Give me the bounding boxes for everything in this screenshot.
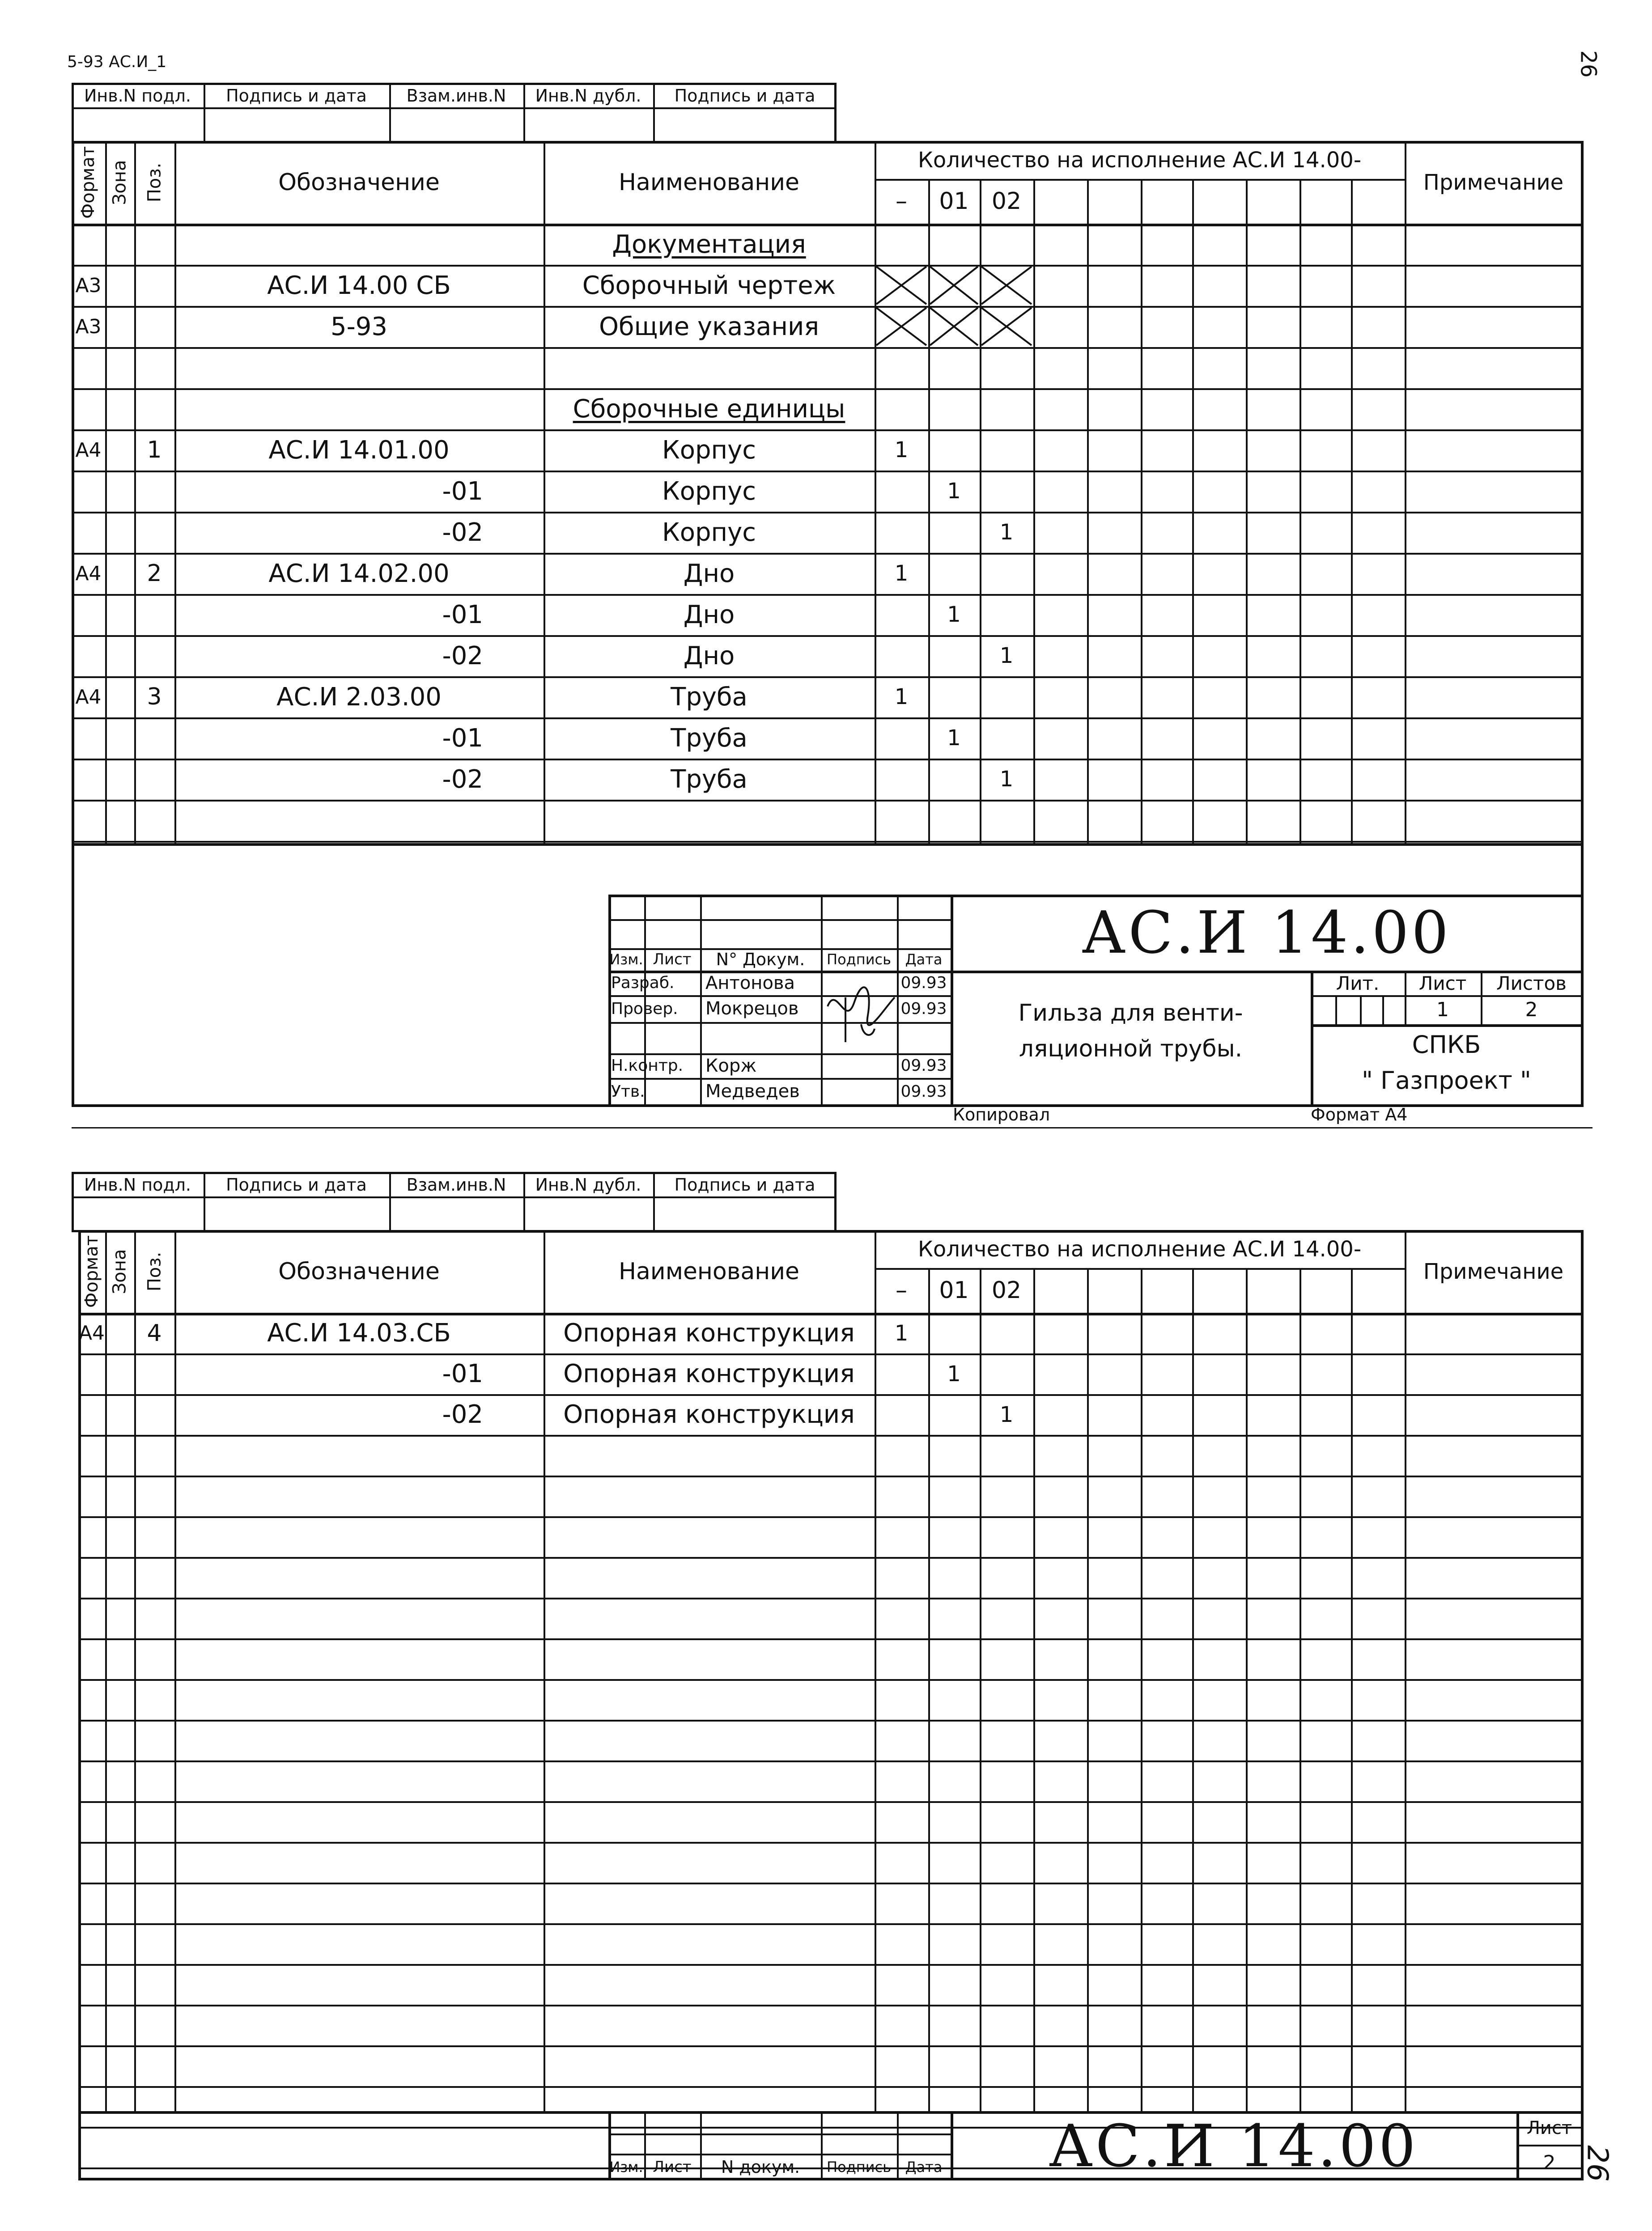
tb-hdr-sign: Подпись (827, 951, 891, 968)
col-variant-base: – (896, 1277, 907, 1304)
row-qty: 1 (947, 479, 961, 504)
row-qty (980, 676, 1033, 717)
row-qty (875, 594, 928, 635)
col-line (1246, 179, 1248, 843)
col-line (105, 141, 107, 843)
tb-date: 09.93 (900, 974, 947, 992)
row-pos (134, 512, 174, 553)
cross-cell (980, 306, 1033, 347)
tb-person: Корж (705, 1055, 757, 1076)
row-line (78, 1557, 1582, 1559)
stamp2-inv-podl: Инв.N подл. (84, 1175, 191, 1195)
col-line (1405, 141, 1406, 843)
col-qty-label: Количество на исполнение АС.И 14.00- (917, 1236, 1362, 1262)
row-designation: -01 (442, 476, 483, 506)
tb-hdr-izm: Изм. (609, 951, 643, 968)
row-pos (134, 265, 174, 306)
col-format-label: Формат (78, 146, 99, 219)
col-variant-01: 01 (939, 1277, 969, 1304)
stamp2-sign-date: Подпись и дата (226, 1175, 367, 1195)
row-line (78, 1435, 1582, 1437)
tb2-sheet-label: Лист (1526, 2117, 1572, 2138)
row-line (78, 1679, 1582, 1681)
row-line (78, 2005, 1582, 2006)
tb-role: Утв. (611, 1082, 645, 1101)
row-qty: 1 (999, 1402, 1014, 1427)
row-format: А4 (75, 438, 102, 462)
row-qty (980, 347, 1033, 388)
row-qty (928, 553, 980, 594)
tb-person: Медведев (705, 1081, 800, 1102)
tb-date: 09.93 (900, 1056, 947, 1075)
col-variant-02: 02 (991, 188, 1022, 215)
row-qty (928, 388, 980, 429)
row-pos (134, 759, 174, 800)
tb-hdr-list: Лист (653, 950, 692, 968)
row-qty (875, 1353, 928, 1394)
row-name: Опорная конструкция (563, 1400, 855, 1429)
stamp-vzam-inv: Взам.инв.N (406, 86, 506, 106)
row-format: А4 (75, 685, 102, 708)
row-format (72, 759, 105, 800)
col-line (1351, 179, 1353, 843)
tb-org-line2: " Газпроект " (1362, 1066, 1531, 1094)
row-name: Дно (683, 641, 735, 670)
col-name-label: Наименование (618, 1258, 800, 1285)
row-format (72, 347, 105, 388)
row-pos (134, 717, 174, 759)
row-qty (928, 224, 980, 265)
tb-person: Мокрецов (705, 998, 799, 1019)
tb-org-line1: СПКБ (1412, 1030, 1481, 1059)
col-variant-01: 01 (939, 188, 969, 215)
col-head-format (72, 141, 105, 224)
tb-role (608, 1022, 703, 1053)
row-format (72, 635, 105, 676)
tb2-row (608, 2133, 951, 2135)
row-qty (928, 759, 980, 800)
row-pos (134, 388, 174, 429)
doc-corner-code: 5-93 АС.И_1 (67, 53, 167, 71)
tb2-doc-code: АС.И 14.00 (1049, 2112, 1418, 2180)
format-note: Формат А4 (1311, 1105, 1408, 1124)
row-name: Общие указания (599, 312, 820, 341)
tb-sheets-label: Листов (1496, 972, 1567, 994)
row-format (72, 800, 105, 841)
row-qty (875, 471, 928, 512)
stamp2-inv-dubl: Инв.N дубл. (535, 1175, 641, 1195)
row-line (78, 1923, 1582, 1925)
row-format: А4 (78, 1322, 105, 1345)
row-designation: -02 (442, 764, 483, 794)
row-designation: АС.И 14.02.00 (268, 559, 450, 588)
col-head-zone (105, 1230, 134, 1313)
stamp-sign-date: Подпись и дата (226, 86, 367, 106)
row-line (78, 1516, 1582, 1518)
row-name: Опорная конструкция (563, 1319, 855, 1348)
row-qty (980, 717, 1033, 759)
row-qty (875, 224, 928, 265)
row-format (78, 1394, 105, 1435)
row-designation: -01 (442, 1359, 483, 1388)
col-pos-label: Поз. (144, 162, 165, 202)
row-qty (875, 512, 928, 553)
col-note-label: Примечание (1423, 170, 1564, 195)
row-qty (980, 594, 1033, 635)
stamp-sign-date-2: Подпись и дата (674, 86, 815, 106)
row-pos (134, 635, 174, 676)
row-name: Дно (683, 600, 735, 629)
row-qty (980, 800, 1033, 841)
row-qty: 1 (894, 684, 909, 709)
tb-hdr-ndoc: N° Докум. (716, 950, 805, 969)
tb-row (608, 919, 951, 921)
col-designation-label: Обозначение (278, 169, 440, 196)
row-name: Труба (671, 764, 747, 794)
row-line (78, 1598, 1582, 1599)
row-designation: -02 (442, 641, 483, 670)
row-name: Труба (671, 723, 747, 753)
stamp-inv-podl: Инв.N подл. (84, 86, 191, 106)
row-name: Корпус (662, 517, 756, 547)
row-line (78, 1883, 1582, 1884)
col-head-pos (134, 1230, 174, 1313)
row-line (78, 2086, 1582, 2088)
cross-cell (875, 265, 928, 306)
row-qty (928, 347, 980, 388)
tb-title-line2: ляционной трубы. (1019, 1035, 1243, 1062)
row-name: Сборочный чертеж (582, 271, 836, 300)
row-format (78, 1353, 105, 1394)
row-pos (134, 306, 174, 347)
tb-doc-code: АС.И 14.00 (1081, 899, 1452, 967)
row-format (72, 717, 105, 759)
row-name: Дно (683, 559, 735, 588)
row-designation: -01 (442, 600, 483, 629)
row-format: А3 (75, 315, 102, 338)
row-designation: -02 (442, 1400, 483, 1429)
col-line (1405, 1230, 1406, 2111)
row-qty (980, 1353, 1033, 1394)
row-designation: АС.И 2.03.00 (276, 682, 442, 712)
col-pos-label: Поз. (144, 1251, 165, 1291)
row-pos (134, 594, 174, 635)
tb2-hdr-sign: Подпись (827, 2159, 891, 2176)
row-qty (928, 1313, 980, 1353)
row-qty (980, 471, 1033, 512)
x-mark-icon (875, 306, 928, 347)
stamp2-vzam-inv: Взам.инв.N (406, 1175, 506, 1195)
col-qty-label: Количество на исполнение АС.И 14.00- (917, 147, 1362, 173)
col-head-pos (134, 141, 174, 224)
col-line (1141, 179, 1142, 843)
stamp-inv-dubl: Инв.N дубл. (535, 86, 641, 106)
tb-sheet-label: Лист (1418, 972, 1467, 994)
row-qty (875, 717, 928, 759)
row-line (78, 1760, 1582, 1762)
cross-cell (928, 306, 980, 347)
row-qty: 1 (894, 1320, 909, 1346)
row-qty: 1 (999, 643, 1014, 668)
row-qty (928, 1394, 980, 1435)
row-qty: 1 (947, 725, 961, 751)
row-qty (980, 1313, 1033, 1353)
row-format: А3 (75, 274, 102, 297)
x-mark-icon (928, 306, 980, 347)
stamp2-sign-date-2: Подпись и дата (674, 1175, 815, 1195)
tb-role: Н.контр. (611, 1056, 684, 1075)
row-qty: 1 (947, 1361, 961, 1387)
row-pos (134, 1353, 174, 1394)
row-qty (875, 388, 928, 429)
row-qty (928, 676, 980, 717)
row-designation (174, 388, 544, 429)
row-pos: 2 (147, 560, 162, 587)
col-head-format (78, 1230, 105, 1313)
tb2-hdr-izm: Изм. (609, 2159, 643, 2176)
row-name (544, 800, 875, 841)
tb2-hdr-date: Дата (905, 2159, 943, 2176)
section-title: Сборочные единицы (573, 394, 845, 424)
tb-lit-col (1382, 995, 1384, 1024)
tb-role: Провер. (611, 999, 678, 1018)
row-pos: 4 (147, 1319, 162, 1347)
tb-role: Разраб. (611, 974, 675, 992)
row-pos (134, 347, 174, 388)
col-variant-02: 02 (991, 1277, 1022, 1304)
row-pos (134, 800, 174, 841)
row-qty: 1 (947, 602, 961, 627)
table-end-line (72, 843, 1584, 846)
row-format (72, 594, 105, 635)
copied-label: Копировал (953, 1105, 1050, 1124)
row-line (78, 1720, 1582, 1722)
col-head-zone (105, 141, 134, 224)
tb-lit-col (1360, 995, 1362, 1024)
corner-mark-top: 26 (1576, 50, 1601, 78)
col-zone-label: Зона (109, 160, 130, 205)
tb2-sheet-value: 2 (1543, 2151, 1556, 2174)
row-qty (980, 429, 1033, 471)
col-note-label: Примечание (1423, 1259, 1564, 1284)
row-format: А4 (75, 562, 102, 585)
row-name: Корпус (662, 476, 756, 506)
row-designation (174, 224, 544, 265)
x-mark-icon (875, 265, 928, 306)
row-name: Опорная конструкция (563, 1359, 855, 1388)
tb-lit-label: Лит. (1336, 972, 1380, 994)
x-mark-icon (928, 265, 980, 306)
row-qty (875, 635, 928, 676)
row-pos: 1 (147, 437, 162, 463)
row-format (72, 512, 105, 553)
cross-cell (928, 265, 980, 306)
row-designation: -02 (442, 517, 483, 547)
row-qty (928, 429, 980, 471)
row-designation: 5-93 (330, 312, 388, 341)
row-line (78, 1964, 1582, 1966)
col-variant-base: – (896, 188, 907, 215)
row-line (78, 1638, 1582, 1640)
row-qty (875, 1394, 928, 1435)
row-format (72, 224, 105, 265)
row-line (78, 1476, 1582, 1477)
row-designation (174, 347, 544, 388)
x-mark-icon (980, 265, 1033, 306)
row-qty (875, 347, 928, 388)
row-qty: 1 (999, 767, 1014, 792)
row-qty (875, 800, 928, 841)
col-name-label: Наименование (618, 169, 800, 196)
col-line (1033, 179, 1035, 843)
row-qty: 1 (999, 520, 1014, 545)
row-designation: АС.И 14.01.00 (268, 435, 450, 465)
tb-person: Антонова (705, 972, 795, 993)
row-line (78, 2045, 1582, 2047)
tb-sheets-value: 2 (1525, 998, 1538, 1021)
col-line (1087, 179, 1089, 843)
tb-lit-col (1335, 995, 1337, 1024)
section-title: Документация (612, 229, 806, 259)
row-name: Труба (671, 682, 747, 712)
row-qty (928, 635, 980, 676)
x-mark-icon (980, 306, 1033, 347)
row-qty (980, 553, 1033, 594)
row-format (72, 388, 105, 429)
col-format-label: Формат (81, 1235, 102, 1308)
tb-sheet-value: 1 (1436, 998, 1449, 1021)
row-qty (875, 759, 928, 800)
tb-hdr-date: Дата (905, 951, 943, 968)
row-qty: 1 (894, 437, 909, 462)
row-qty: 1 (894, 561, 909, 586)
col-line (105, 1230, 107, 2111)
row-line (78, 1842, 1582, 1844)
row-pos (134, 1394, 174, 1435)
cross-cell (875, 306, 928, 347)
row-qty (928, 512, 980, 553)
tb-date: 09.93 (900, 999, 947, 1018)
row-name (544, 347, 875, 388)
corner-mark-bottom: 26 (1580, 2145, 1614, 2182)
row-qty (928, 800, 980, 841)
tb2-hdr-list: Лист (653, 2158, 692, 2176)
row-designation (174, 800, 544, 841)
tb-person (700, 1022, 826, 1053)
tb-date (897, 1022, 951, 1053)
col-line (1192, 179, 1194, 843)
row-line (72, 841, 1582, 843)
tb2-hdr-ndoc: N докум. (721, 2157, 800, 2177)
row-qty (980, 388, 1033, 429)
row-qty (980, 224, 1033, 265)
row-line (78, 1801, 1582, 1803)
signature-icon (819, 980, 899, 1047)
row-designation: АС.И 14.03.СБ (267, 1319, 451, 1348)
row-name: Корпус (662, 435, 756, 465)
col-designation-label: Обозначение (278, 1258, 440, 1285)
tb2-row (608, 2154, 951, 2155)
tb-title-line1: Гильза для венти- (1018, 1000, 1243, 1026)
tb-date: 09.93 (900, 1082, 947, 1101)
col-line (1300, 179, 1301, 843)
row-pos (134, 224, 174, 265)
row-pos (134, 471, 174, 512)
row-format (72, 471, 105, 512)
col-zone-label: Зона (109, 1249, 130, 1294)
row-designation: -01 (442, 723, 483, 753)
row-pos: 3 (147, 683, 162, 710)
row-designation: АС.И 14.00 СБ (267, 271, 451, 300)
cross-cell (980, 265, 1033, 306)
